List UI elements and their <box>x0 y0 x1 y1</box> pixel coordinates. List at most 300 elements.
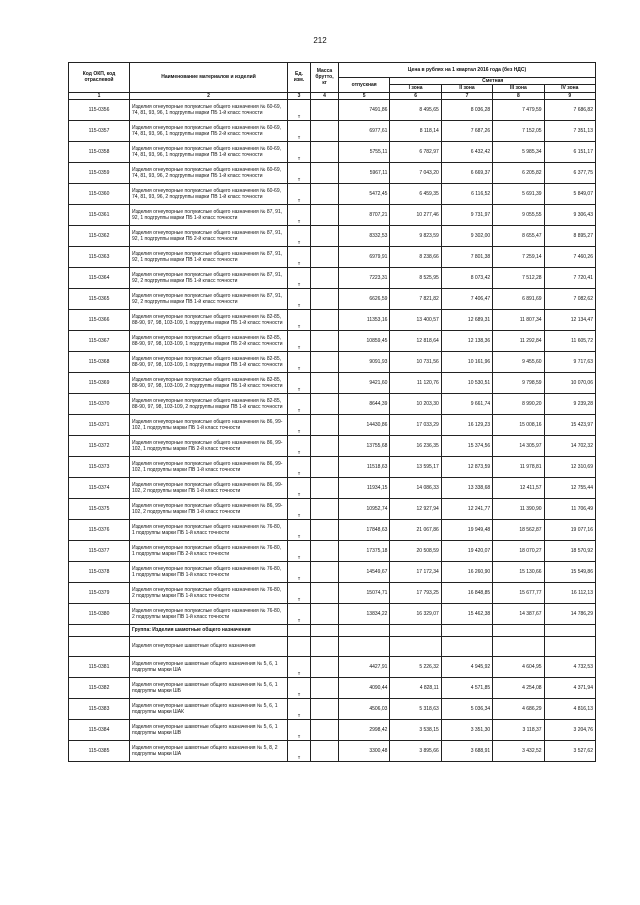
row-unit: т <box>288 99 311 120</box>
header-code: Код ОКП, код отраслевой <box>69 63 130 93</box>
header-unit: Ед. изм. <box>288 63 311 93</box>
row-zone-4-price: 6 377,75 <box>544 162 595 183</box>
row-zone-2-price: 7 406,47 <box>441 288 492 309</box>
row-zone-4-price: 4 816,13 <box>544 698 595 719</box>
row-zone-3-price: 7 479,59 <box>493 99 544 120</box>
row-code: 115-0376 <box>69 519 130 540</box>
row-release-price: 9421,60 <box>339 372 390 393</box>
row-zone-4-price: 9 717,63 <box>544 351 595 372</box>
row-zone-4-price: 4 371,94 <box>544 677 595 698</box>
row-zone-4-price: 6 151,17 <box>544 141 595 162</box>
row-zone-3-price: 3 432,52 <box>493 740 544 761</box>
row-name: Изделия огнеупорные полукислые общего назначения № 87, 91, 92, 1 подгруппы марки ПВ 1-й класс точности <box>130 246 288 267</box>
column-index-row <box>69 92 596 99</box>
header-release: отпускная <box>339 78 390 93</box>
row-release-price: 8707,21 <box>339 204 390 225</box>
row-mass <box>311 393 339 414</box>
row-code: 115-0367 <box>69 330 130 351</box>
row-mass <box>311 141 339 162</box>
row-zone-4-price: 12 310,69 <box>544 456 595 477</box>
row-zone-1-price: 10 277,46 <box>390 204 441 225</box>
table-row <box>69 351 596 372</box>
row-release-price: 4090,44 <box>339 677 390 698</box>
row-code: 115-0366 <box>69 309 130 330</box>
row-zone-2-price: 13 338,68 <box>441 477 492 498</box>
row-release-price: 11353,16 <box>339 309 390 330</box>
table-row <box>69 456 596 477</box>
row-zone-3-price: 5 985,34 <box>493 141 544 162</box>
table-row <box>69 719 596 740</box>
row-release-price: 15074,71 <box>339 582 390 603</box>
row-zone-3-price: 7 152,05 <box>493 120 544 141</box>
row-mass <box>311 309 339 330</box>
row-zone-2-price: 15 374,56 <box>441 435 492 456</box>
row-zone-3-price: 9 455,60 <box>493 351 544 372</box>
row-release-price: 8332,53 <box>339 225 390 246</box>
column-index: 2 <box>130 92 288 99</box>
row-zone-4-price: 14 702,32 <box>544 435 595 456</box>
empty-cell <box>339 624 390 636</box>
row-release-price: 14549,67 <box>339 561 390 582</box>
row-unit: т <box>288 393 311 414</box>
row-zone-3-price: 4 254,08 <box>493 677 544 698</box>
row-zone-1-price: 5 318,63 <box>390 698 441 719</box>
row-zone-3-price: 14 387,67 <box>493 603 544 624</box>
row-code: 115-0361 <box>69 204 130 225</box>
header-name: Наименование материалов и изделий <box>130 63 288 93</box>
row-code: 115-0363 <box>69 246 130 267</box>
row-unit: т <box>288 519 311 540</box>
row-zone-3-price: 15 677,77 <box>493 582 544 603</box>
empty-cell <box>493 624 544 636</box>
row-unit: т <box>288 183 311 204</box>
row-release-price: 5472,45 <box>339 183 390 204</box>
row-name: Изделия огнеупорные шамотные общего назначения № 5, 8, 2 подгруппы марки ША <box>130 740 288 761</box>
row-zone-3-price: 11 390,90 <box>493 498 544 519</box>
row-code: 115-0360 <box>69 183 130 204</box>
row-mass <box>311 656 339 677</box>
row-mass <box>311 498 339 519</box>
row-mass <box>311 162 339 183</box>
row-zone-1-price: 13 400,57 <box>390 309 441 330</box>
row-zone-4-price: 15 549,86 <box>544 561 595 582</box>
header-zone-1: I зона <box>390 85 441 92</box>
row-zone-4-price: 3 204,76 <box>544 719 595 740</box>
row-zone-3-price: 8 655,47 <box>493 225 544 246</box>
row-release-price: 13755,68 <box>339 435 390 456</box>
row-name: Изделия огнеупорные полукислые общего назначения № 86, 99-102, 2 подгруппы марки ПВ 1-й класс точности <box>130 498 288 519</box>
row-mass <box>311 414 339 435</box>
row-name: Изделия огнеупорные полукислые общего назначения № 82-85, 88-90, 97, 98, 103-109, 1 подгруппы марки ПБ 1-й класс точности <box>130 309 288 330</box>
subgroup-row <box>69 636 596 656</box>
row-mass <box>311 456 339 477</box>
row-code <box>69 624 130 636</box>
row-name: Изделия огнеупорные полукислые общего назначения № 82-85, 88-90, 97, 98, 103-109, 2 подгруппы марки ПВ 1-й класс точности <box>130 393 288 414</box>
row-name: Изделия огнеупорные полукислые общего назначения № 86, 99-102, 1 подгруппы марки ПБ 1-й класс точности <box>130 414 288 435</box>
row-zone-3-price: 9 798,59 <box>493 372 544 393</box>
row-zone-3-price: 4 604,95 <box>493 656 544 677</box>
empty-cell <box>311 636 339 656</box>
row-zone-4-price: 19 077,16 <box>544 519 595 540</box>
row-release-price: 10859,45 <box>339 330 390 351</box>
header-zone-2: II зона <box>441 85 492 92</box>
column-index: 3 <box>288 92 311 99</box>
row-unit: т <box>288 603 311 624</box>
table-row <box>69 162 596 183</box>
row-name: Изделия огнеупорные полукислые общего назначения № 87, 91, 92, 2 подгруппы марки ПВ 1-й класс точности <box>130 288 288 309</box>
row-zone-1-price: 21 067,86 <box>390 519 441 540</box>
group-row <box>69 624 596 636</box>
column-index: 7 <box>441 92 492 99</box>
row-zone-3-price: 6 205,82 <box>493 162 544 183</box>
row-zone-1-price: 6 459,35 <box>390 183 441 204</box>
row-zone-2-price: 19 420,07 <box>441 540 492 561</box>
row-zone-1-price: 10 203,30 <box>390 393 441 414</box>
row-zone-2-price: 9 661,74 <box>441 393 492 414</box>
row-zone-1-price: 8 238,66 <box>390 246 441 267</box>
row-zone-1-price: 4 828,11 <box>390 677 441 698</box>
row-release-price: 8644,39 <box>339 393 390 414</box>
row-zone-4-price: 11 706,49 <box>544 498 595 519</box>
table-row <box>69 603 596 624</box>
row-name: Изделия огнеупорные полукислые общего назначения № 87, 91, 92, 1 подгруппы марки ПБ 1-й класс точности <box>130 204 288 225</box>
row-zone-2-price: 9 302,00 <box>441 225 492 246</box>
row-zone-1-price: 11 120,76 <box>390 372 441 393</box>
row-zone-4-price: 14 786,29 <box>544 603 595 624</box>
row-release-price: 2998,42 <box>339 719 390 740</box>
row-zone-3-price: 6 891,69 <box>493 288 544 309</box>
row-unit: т <box>288 309 311 330</box>
row-name: Изделия огнеупорные полукислые общего назначения № 76-80, 2 подгруппы марки ПВ 1-й класс точности <box>130 603 288 624</box>
row-code: 115-0370 <box>69 393 130 414</box>
table-row <box>69 519 596 540</box>
table-body <box>69 99 596 761</box>
row-code: 115-0369 <box>69 372 130 393</box>
row-code: 115-0385 <box>69 740 130 761</box>
row-mass <box>311 288 339 309</box>
row-code: 115-0359 <box>69 162 130 183</box>
row-code: 115-0383 <box>69 698 130 719</box>
row-zone-3-price: 18 562,87 <box>493 519 544 540</box>
row-zone-4-price: 3 527,62 <box>544 740 595 761</box>
row-name: Изделия огнеупорные полукислые общего назначения № 82-85, 88-90, 97, 98, 103-109, 1 подгруппы марки ПВ 1-й класс точности <box>130 351 288 372</box>
row-name: Изделия огнеупорные шамотные общего назначения № 5, 6, 1 подгруппы марки ША <box>130 656 288 677</box>
row-name: Изделия огнеупорные шамотные общего назначения № 5, 6, 1 подгруппы марки ШАК <box>130 698 288 719</box>
row-name: Изделия огнеупорные полукислые общего назначения № 60-69, 74, 81, 93, 96, 1 подгруппы марки ПБ 2-й класс точности <box>130 120 288 141</box>
group-title: Группа: Изделия шамотные общего назначения <box>130 624 288 636</box>
row-zone-1-price: 16 329,07 <box>390 603 441 624</box>
table-row <box>69 477 596 498</box>
row-mass <box>311 204 339 225</box>
row-zone-1-price: 20 508,59 <box>390 540 441 561</box>
row-release-price: 11518,63 <box>339 456 390 477</box>
row-zone-2-price: 12 873,59 <box>441 456 492 477</box>
row-mass <box>311 120 339 141</box>
row-zone-2-price: 5 036,34 <box>441 698 492 719</box>
empty-cell <box>339 636 390 656</box>
row-zone-2-price: 10 530,51 <box>441 372 492 393</box>
row-release-price: 6979,91 <box>339 246 390 267</box>
row-zone-2-price: 3 351,30 <box>441 719 492 740</box>
row-unit: т <box>288 677 311 698</box>
table-row <box>69 540 596 561</box>
row-mass <box>311 435 339 456</box>
row-unit: т <box>288 561 311 582</box>
row-code <box>69 636 130 656</box>
row-unit: т <box>288 141 311 162</box>
row-mass <box>311 99 339 120</box>
header-price-title: Цена в рублях на 1 квартал 2016 года (без НДС) <box>339 63 596 78</box>
table-row <box>69 309 596 330</box>
row-zone-4-price: 7 686,82 <box>544 99 595 120</box>
row-zone-4-price: 9 306,43 <box>544 204 595 225</box>
row-release-price: 7491,86 <box>339 99 390 120</box>
row-code: 115-0375 <box>69 498 130 519</box>
row-release-price: 9091,93 <box>339 351 390 372</box>
row-zone-3-price: 15 008,16 <box>493 414 544 435</box>
column-index: 4 <box>311 92 339 99</box>
row-zone-4-price: 7 460,26 <box>544 246 595 267</box>
row-zone-3-price: 11 807,34 <box>493 309 544 330</box>
row-code: 115-0379 <box>69 582 130 603</box>
empty-cell <box>544 624 595 636</box>
row-mass <box>311 477 339 498</box>
row-zone-4-price: 16 112,13 <box>544 582 595 603</box>
row-zone-4-price: 11 605,72 <box>544 330 595 351</box>
row-code: 115-0364 <box>69 267 130 288</box>
row-zone-3-price: 11 292,84 <box>493 330 544 351</box>
row-zone-3-price: 11 978,81 <box>493 456 544 477</box>
row-code: 115-0357 <box>69 120 130 141</box>
row-zone-2-price: 7 687,26 <box>441 120 492 141</box>
row-zone-2-price: 8 036,28 <box>441 99 492 120</box>
row-name: Изделия огнеупорные полукислые общего назначения № 60-69, 74, 81, 93, 96, 1 подгруппы марки ПВ 1-й класс точности <box>130 141 288 162</box>
table-row <box>69 677 596 698</box>
table-row <box>69 141 596 162</box>
row-zone-4-price: 10 070,06 <box>544 372 595 393</box>
row-mass <box>311 540 339 561</box>
row-name: Изделия огнеупорные полукислые общего назначения № 60-69, 74, 81, 93, 96, 1 подгруппы марки ПБ 1-й класс точности <box>130 99 288 120</box>
table-row <box>69 561 596 582</box>
row-zone-4-price: 7 082,62 <box>544 288 595 309</box>
row-zone-4-price: 4 732,53 <box>544 656 595 677</box>
row-zone-3-price: 9 055,55 <box>493 204 544 225</box>
row-unit: т <box>288 267 311 288</box>
row-mass <box>311 677 339 698</box>
column-index: 1 <box>69 92 130 99</box>
row-unit: т <box>288 498 311 519</box>
row-code: 115-0380 <box>69 603 130 624</box>
row-name: Изделия огнеупорные полукислые общего назначения № 60-69, 74, 81, 93, 96, 2 подгруппы марки ПВ 1-й класс точности <box>130 183 288 204</box>
row-zone-1-price: 13 595,17 <box>390 456 441 477</box>
table-row <box>69 267 596 288</box>
row-zone-4-price: 12 134,47 <box>544 309 595 330</box>
row-unit: т <box>288 656 311 677</box>
row-zone-1-price: 16 236,35 <box>390 435 441 456</box>
table-row <box>69 435 596 456</box>
row-unit: т <box>288 456 311 477</box>
row-code: 115-0381 <box>69 656 130 677</box>
row-name: Изделия огнеупорные полукислые общего назначения № 86, 99-102, 1 подгруппы марки ПБ 2-й класс точности <box>130 435 288 456</box>
row-zone-4-price: 8 895,27 <box>544 225 595 246</box>
row-unit: т <box>288 246 311 267</box>
row-zone-1-price: 5 226,32 <box>390 656 441 677</box>
row-zone-1-price: 3 538,15 <box>390 719 441 740</box>
row-zone-3-price: 12 411,57 <box>493 477 544 498</box>
row-release-price: 13834,22 <box>339 603 390 624</box>
table-row <box>69 204 596 225</box>
row-zone-1-price: 3 895,66 <box>390 740 441 761</box>
price-table <box>68 62 596 762</box>
row-unit: т <box>288 120 311 141</box>
column-index: 5 <box>339 92 390 99</box>
row-name: Изделия огнеупорные полукислые общего назначения № 76-80, 2 подгруппы марки ПБ 1-й класс точности <box>130 582 288 603</box>
row-name: Изделия огнеупорные шамотные общего назначения № 5, 6, 1 подгруппы марки ШБ <box>130 677 288 698</box>
row-zone-4-price: 18 570,92 <box>544 540 595 561</box>
row-mass <box>311 267 339 288</box>
table-row <box>69 288 596 309</box>
row-mass <box>311 330 339 351</box>
row-code: 115-0356 <box>69 99 130 120</box>
empty-cell <box>288 624 311 636</box>
row-release-price: 14430,86 <box>339 414 390 435</box>
row-name: Изделия огнеупорные шамотные общего назначения № 5, 6, 1 подгруппы марки ШВ <box>130 719 288 740</box>
row-name: Изделия огнеупорные полукислые общего назначения № 60-69, 74, 81, 93, 96, 2 подгруппы марки ПБ 1-й класс точности <box>130 162 288 183</box>
row-release-price: 6626,59 <box>339 288 390 309</box>
row-unit: т <box>288 540 311 561</box>
table-row <box>69 372 596 393</box>
row-zone-2-price: 4 571,85 <box>441 677 492 698</box>
row-unit: т <box>288 225 311 246</box>
row-release-price: 6977,61 <box>339 120 390 141</box>
header-zone-4: IV зона <box>544 85 595 92</box>
row-zone-3-price: 14 305,97 <box>493 435 544 456</box>
empty-cell <box>544 636 595 656</box>
row-zone-1-price: 9 823,59 <box>390 225 441 246</box>
row-zone-2-price: 3 688,91 <box>441 740 492 761</box>
table-row <box>69 225 596 246</box>
header-zone-3: III зона <box>493 85 544 92</box>
row-zone-1-price: 17 172,34 <box>390 561 441 582</box>
table-row <box>69 414 596 435</box>
row-unit: т <box>288 162 311 183</box>
row-zone-3-price: 18 070,27 <box>493 540 544 561</box>
row-unit: т <box>288 698 311 719</box>
row-zone-1-price: 17 033,29 <box>390 414 441 435</box>
row-code: 115-0378 <box>69 561 130 582</box>
subgroup-title: Изделия огнеупорные шамотные общего назначения <box>130 636 288 656</box>
row-release-price: 7223,31 <box>339 267 390 288</box>
row-mass <box>311 698 339 719</box>
row-release-price: 4427,91 <box>339 656 390 677</box>
table-row <box>69 183 596 204</box>
row-code: 115-0374 <box>69 477 130 498</box>
row-zone-2-price: 12 138,36 <box>441 330 492 351</box>
row-name: Изделия огнеупорные полукислые общего назначения № 76-80, 1 подгруппы марки ПБ 2-й класс точности <box>130 540 288 561</box>
row-zone-2-price: 12 689,31 <box>441 309 492 330</box>
column-index: 8 <box>493 92 544 99</box>
row-unit: т <box>288 719 311 740</box>
row-zone-1-price: 8 495,65 <box>390 99 441 120</box>
column-index: 6 <box>390 92 441 99</box>
row-mass <box>311 561 339 582</box>
row-release-price: 11934,15 <box>339 477 390 498</box>
row-zone-2-price: 16 848,85 <box>441 582 492 603</box>
row-zone-2-price: 6 116,52 <box>441 183 492 204</box>
row-zone-2-price: 6 669,37 <box>441 162 492 183</box>
row-zone-2-price: 19 949,48 <box>441 519 492 540</box>
row-zone-3-price: 15 130,66 <box>493 561 544 582</box>
empty-cell <box>288 636 311 656</box>
row-name: Изделия огнеупорные полукислые общего назначения № 76-80, 1 подгруппы марки ПБ 1-й класс точности <box>130 519 288 540</box>
row-release-price: 17848,63 <box>339 519 390 540</box>
row-zone-2-price: 4 945,92 <box>441 656 492 677</box>
row-name: Изделия огнеупорные полукислые общего назначения № 82-85, 88-90, 97, 98, 103-109, 1 подгруппы марки ПБ 2-й класс точности <box>130 330 288 351</box>
row-unit: т <box>288 435 311 456</box>
row-release-price: 17375,18 <box>339 540 390 561</box>
row-zone-4-price: 12 755,44 <box>544 477 595 498</box>
table-row <box>69 393 596 414</box>
row-code: 115-0372 <box>69 435 130 456</box>
row-unit: т <box>288 204 311 225</box>
table-row <box>69 740 596 761</box>
row-zone-3-price: 7 512,28 <box>493 267 544 288</box>
row-name: Изделия огнеупорные полукислые общего назначения № 87, 91, 92, 1 подгруппы марки ПБ 2-й класс точности <box>130 225 288 246</box>
row-code: 115-0371 <box>69 414 130 435</box>
row-mass <box>311 351 339 372</box>
row-name: Изделия огнеупорные полукислые общего назначения № 76-80, 1 подгруппы марки ПВ 1-й класс точности <box>130 561 288 582</box>
row-zone-3-price: 4 686,29 <box>493 698 544 719</box>
table-row <box>69 656 596 677</box>
table-row <box>69 246 596 267</box>
row-zone-2-price: 8 073,42 <box>441 267 492 288</box>
row-zone-4-price: 9 239,28 <box>544 393 595 414</box>
row-zone-1-price: 17 793,25 <box>390 582 441 603</box>
row-code: 115-0365 <box>69 288 130 309</box>
row-zone-4-price: 7 720,41 <box>544 267 595 288</box>
table-row <box>69 99 596 120</box>
row-unit: т <box>288 477 311 498</box>
row-zone-2-price: 10 161,96 <box>441 351 492 372</box>
row-code: 115-0368 <box>69 351 130 372</box>
table-row <box>69 498 596 519</box>
table-row <box>69 330 596 351</box>
empty-cell <box>390 636 441 656</box>
row-zone-2-price: 9 731,97 <box>441 204 492 225</box>
empty-cell <box>441 636 492 656</box>
row-code: 115-0382 <box>69 677 130 698</box>
row-release-price: 5755,11 <box>339 141 390 162</box>
row-code: 115-0384 <box>69 719 130 740</box>
row-release-price: 10952,74 <box>339 498 390 519</box>
row-code: 115-0373 <box>69 456 130 477</box>
row-mass <box>311 183 339 204</box>
page-number: 212 <box>313 36 327 45</box>
row-mass <box>311 225 339 246</box>
row-zone-1-price: 14 086,33 <box>390 477 441 498</box>
row-zone-2-price: 6 432,42 <box>441 141 492 162</box>
row-unit: т <box>288 351 311 372</box>
row-zone-3-price: 5 691,39 <box>493 183 544 204</box>
empty-cell <box>390 624 441 636</box>
row-zone-1-price: 7 821,82 <box>390 288 441 309</box>
empty-cell <box>441 624 492 636</box>
column-index: 9 <box>544 92 595 99</box>
header-mass: Масса брутто, кг <box>311 63 339 93</box>
row-release-price: 5967,11 <box>339 162 390 183</box>
row-release-price: 4506,03 <box>339 698 390 719</box>
empty-cell <box>493 636 544 656</box>
